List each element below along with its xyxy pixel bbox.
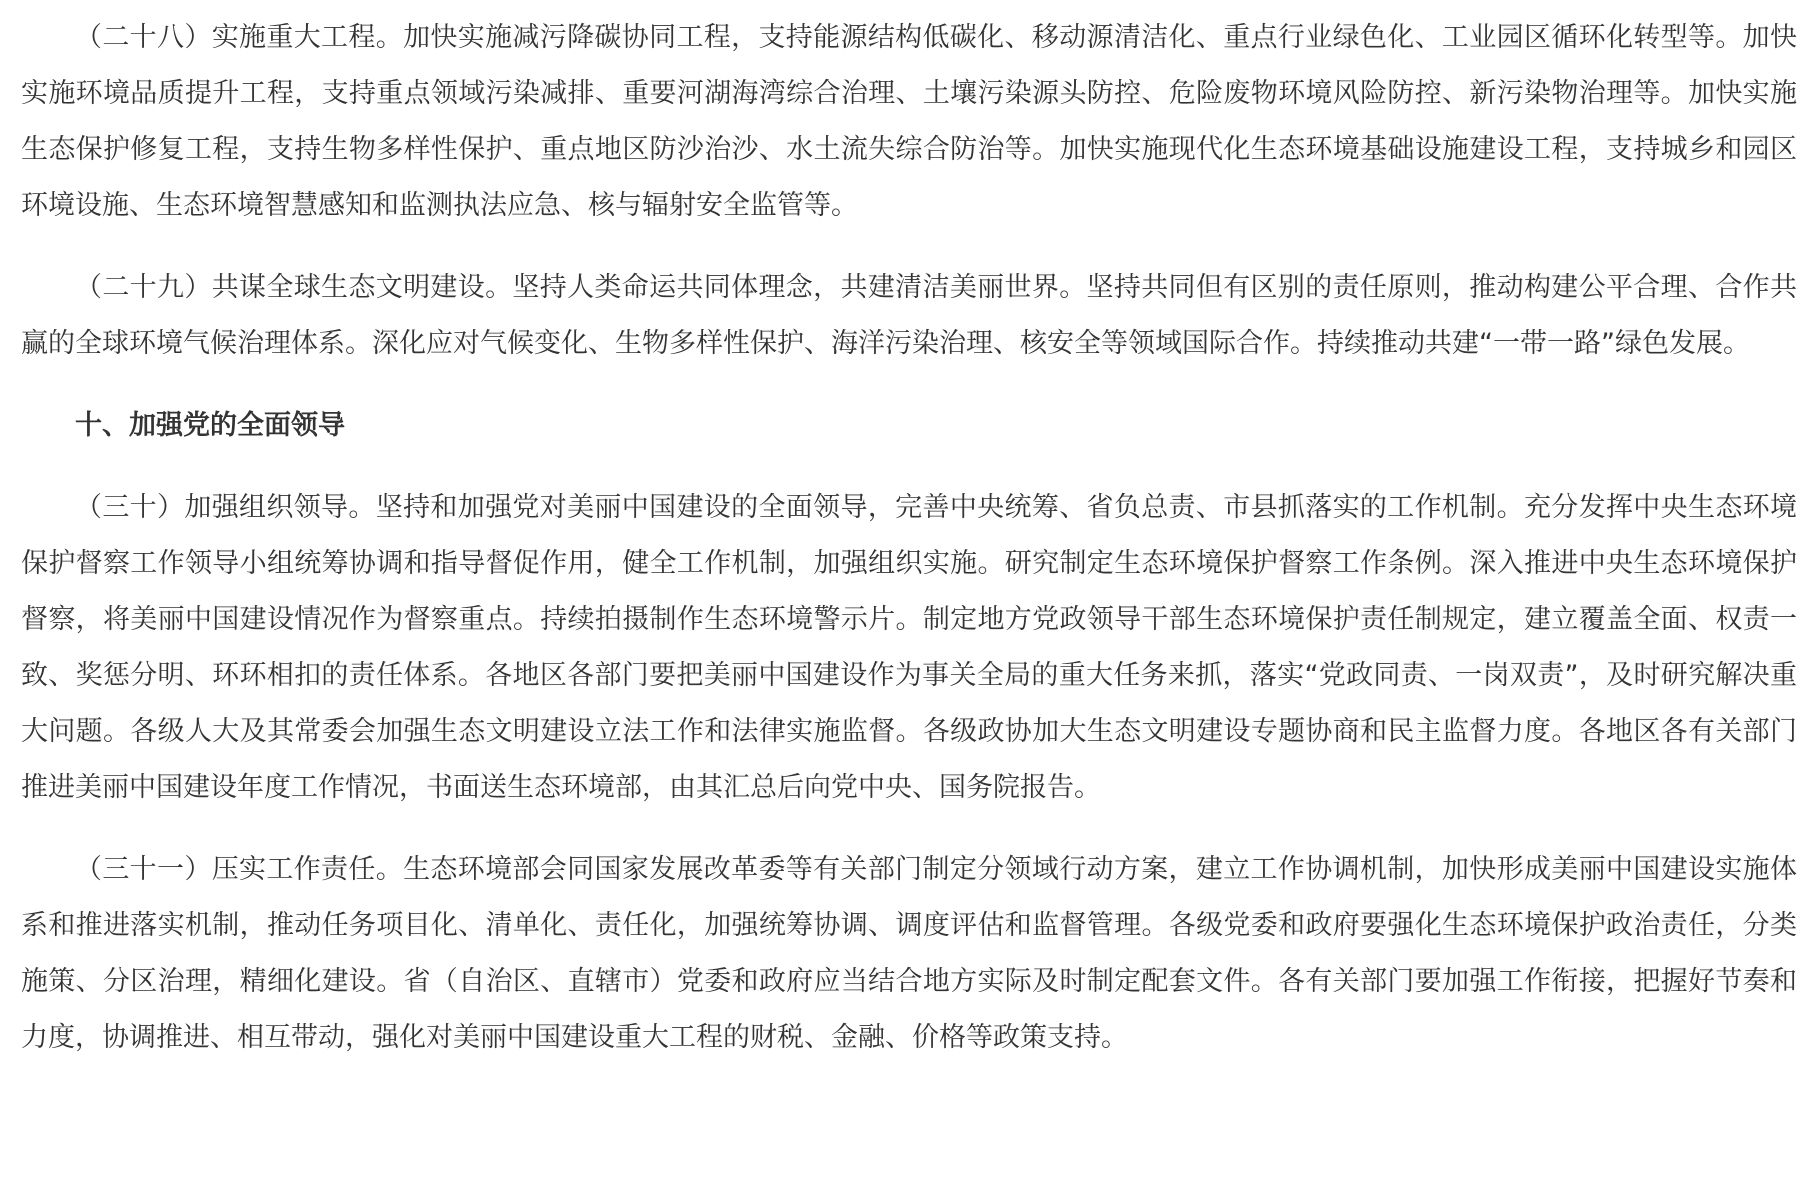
section-heading: 十、加强党的全面领导 xyxy=(75,410,345,441)
paragraph-31: （三十一）压实工作责任。生态环境部会同国家发展改革委等有关部门制定分领域行动方案，建立工作协调机制，加快形成美丽中国建设实施体系和推进落实机制，推动任务项目化、清单化、责任化，加强统筹协调、调度评估和监督管理。各级党委和政府要强化生态环境保护政治责任，分类施策、分区治理，精细化建设。省（自治区、直辖市）党委和政府应当结合地方实际及时制定配套文件。各有关部门要加强工作衔接，把握好节奏和力度，协调推进、相互带动，强化对美丽中国建设重大工程的财税、金融、价格等政策支持。 xyxy=(21,854,1797,1053)
paragraph-28: （二十八）实施重大工程。加快实施减污降碳协同工程，支持能源结构低碳化、移动源清洁化、重点行业绿色化、工业园区循环化转型等。加快实施环境品质提升工程，支持重点领域污染减排、重要河湖海湾综合治理、土壤污染源头防控、危险废物环境风险防控、新污染物治理等。加快实施生态保护修复工程，支持生物多样性保护、重点地区防沙治沙、水土流失综合防治等。加快实施现代化生态环境基础设施建设工程，支持城乡和园区环境设施、生态环境智慧感知和监测执法应急、核与辐射安全监管等。 xyxy=(21,22,1797,221)
paragraph-29: （二十九）共谋全球生态文明建设。坚持人类命运共同体理念，共建清洁美丽世界。坚持共同但有区别的责任原则，推动构建公平合理、合作共赢的全球环境气候治理体系。深化应对气候变化、生物多样性保护、海洋污染治理、核安全等领域国际合作。持续推动共建“一带一路”绿色发展。 xyxy=(21,272,1797,359)
paragraph-30: （三十）加强组织领导。坚持和加强党对美丽中国建设的全面领导，完善中央统筹、省负总责、市县抓落实的工作机制。充分发挥中央生态环境保护督察工作领导小组统筹协调和指导督促作用，健全工作机制，加强组织实施。研究制定生态环境保护督察工作条例。深入推进中央生态环境保护督察，将美丽中国建设情况作为督察重点。持续拍摄制作生态环境警示片。制定地方党政领导干部生态环境保护责任制规定，建立覆盖全面、权责一致、奖惩分明、环环相扣的责任体系。各地区各部门要把美丽中国建设作为事关全局的重大任务来抓，落实“党政同责、一岗双责”，及时研究解决重大问题。各级人大及其常委会加强生态文明建设立法工作和法律实施监督。各级政协加大生态文明建设专题协商和民主监督力度。各地区各有关部门推进美丽中国建设年度工作情况，书面送生态环境部，由其汇总后向党中央、国务院报告。 xyxy=(21,492,1797,803)
document-body xyxy=(21,10,1797,1092)
